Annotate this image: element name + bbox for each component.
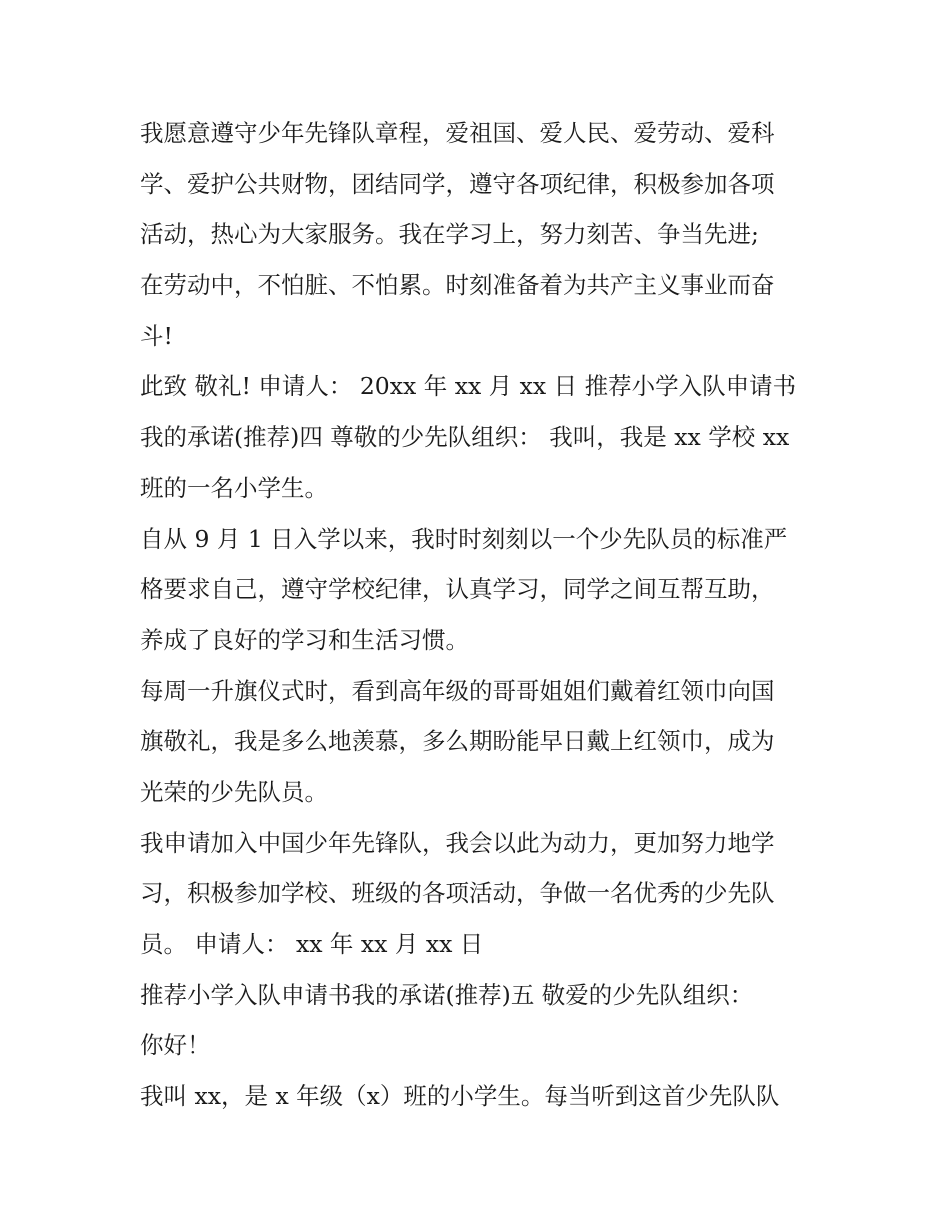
text-line: 我的承诺(推荐)四 尊敬的少先队组织： 我叫，我是 xx 学校 xx [140, 423, 790, 452]
text-line: 此致 敬礼! 申请人： 20xx 年 xx 月 xx 日 推荐小学入队申请书 [140, 372, 797, 401]
text-line: 推荐小学入队申请书我的承诺(推荐)五 敬爱的少先队组织： [140, 980, 754, 1009]
text-line: 自从 9 月 1 日入学以来，我时时刻刻以一个少先队员的标准严 [140, 524, 788, 553]
text-line: 我愿意遵守少年先锋队章程，爱祖国、爱人民、爱劳动、爱科 [140, 119, 775, 147]
text-line: 习，积极参加学校、班级的各项活动，争做一名优秀的少先队 [140, 879, 775, 908]
text-line: 你好！ [140, 1031, 211, 1060]
text-line: 我申请加入中国少年先锋队，我会以此为动力，更加努力地学 [140, 828, 775, 857]
text-line: 养成了良好的学习和生活习惯。 [140, 625, 469, 654]
text-line: 光荣的少先队员。 [140, 777, 328, 806]
text-line: 斗! [140, 321, 173, 350]
text-line: 每周一升旗仪式时，看到高年级的哥哥姐姐们戴着红领巾向国 [140, 676, 775, 705]
text-line: 学、爱护公共财物，团结同学，遵守各项纪律，积极参加各项 [140, 169, 775, 198]
text-line: 格要求自己，遵守学校纪律，认真学习，同学之间互帮互助， [140, 575, 775, 604]
text-line: 旗敬礼，我是多么地羡慕，多么期盼能早日戴上红领巾，成为 [140, 727, 775, 756]
text-line: 员。 申请人： xx 年 xx 月 xx 日 [140, 930, 484, 958]
text-line: 班的一名小学生。 [140, 473, 328, 502]
text-line: 我叫 xx，是 x 年级（x）班的小学生。每当听到这首少先队队 [140, 1082, 780, 1111]
text-line: 在劳动中，不怕脏、不怕累。时刻准备着为共产主义事业而奋 [140, 271, 775, 300]
document-body [140, 108, 820, 1122]
text-line: 活动，热心为大家服务。我在学习上，努力刻苦、争当先进; [140, 220, 759, 249]
